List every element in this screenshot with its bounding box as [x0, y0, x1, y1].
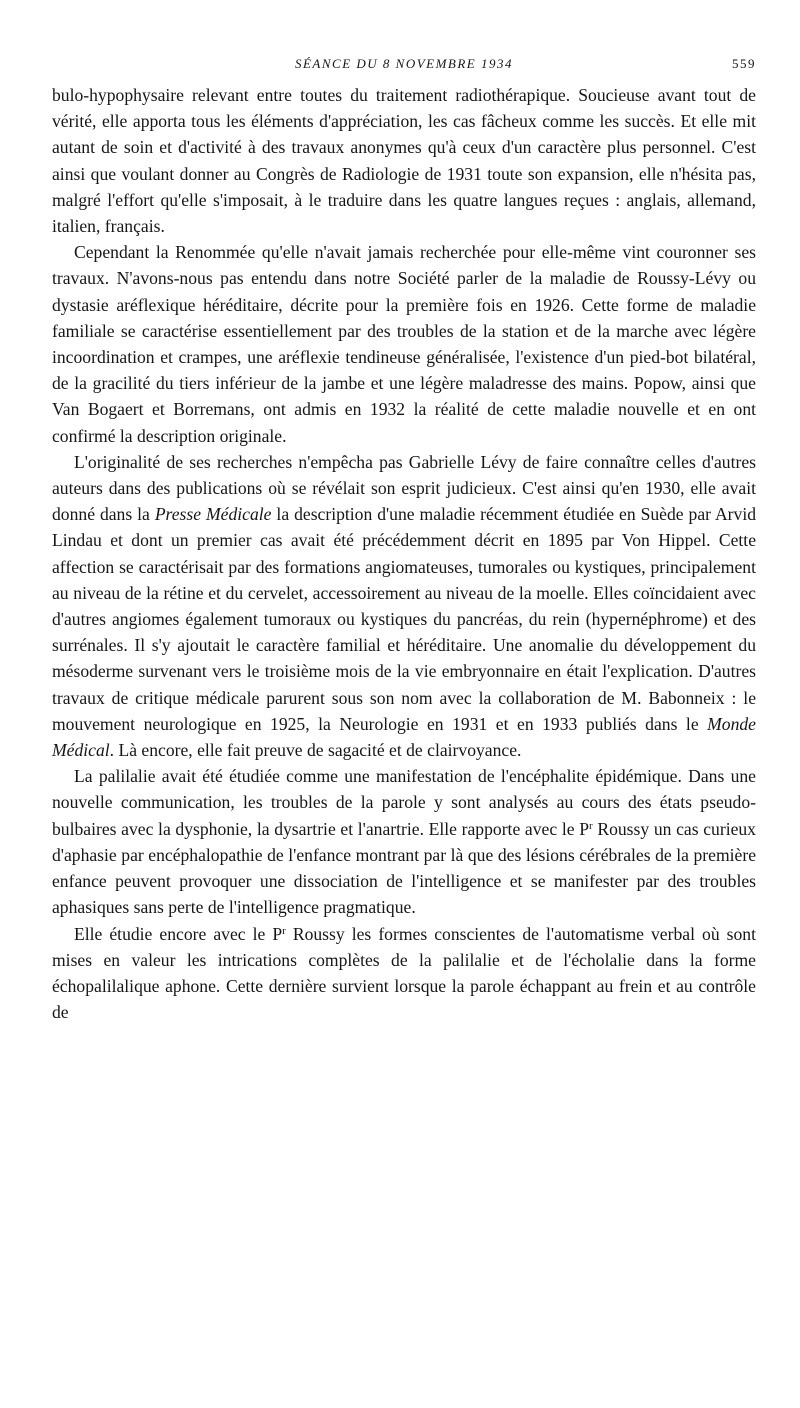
page [52, 56, 756, 1025]
superscript-r: r [282, 924, 286, 937]
page-number: 559 [732, 56, 756, 71]
paragraph-5-text-b: Roussy les formes conscientes de l'automatisme verbal où sont mises en valeur les intrications complètes de la palilalie et de l'écholalie dans la forme échopalilalique aphone. Cette dernière survient lorsque la parole échappant au frein et au contrôle de [52, 923, 756, 1023]
paragraph-3 [52, 449, 756, 763]
paragraph-5-text-a: Elle étudie encore avec le P [74, 923, 283, 944]
paragraph-3-text-a: L'originalité de ses recherches n'empêcha pas Gabrielle Lévy de faire connaître celles d'autres auteurs dans des publications où se révélait son esprit judicieux. C'est ainsi qu'en 1930, elle avait donné dans la [52, 451, 756, 525]
paragraph-4-text-a: La palilalie avait été étudiée comme une manifestation de l'encéphalite épidémique. Dans une nouvelle communication, les troubles de la parole y sont analysés au cours des états pseudo-bulbaires avec la dysphonie, la dysartrie et l'anartrie. Elle rapporte avec le P [52, 766, 756, 839]
paragraph-4-text-b: Roussy un cas curieux d'aphasie par encéphalopathie de l'enfance montrant par là que des lésions cérébrales de la première enfance peuvent provoquer une dissociation de l'intelligence et se manifester par des troubles aphasiques sans perte de l'intelligence pragmatique. [52, 818, 756, 918]
paragraph-2-text: Cependant la Renommée qu'elle n'avait jamais recherchée pour elle-même vint couronner ses travaux. N'avons-nous pas entendu dans notre Société parler de la maladie de Roussy-Lévy ou dystasie aréflexique héréditaire, décrite pour la première fois en 1926. Cette forme de maladie familiale se caractérise essentiellement par des troubles de la station et de la marche avec légère incoordination et crampes, une aréflexie tendineuse généralisée, l'existence d'un pied-bot bilatéral, de la gracilité du tiers inférieur de la jambe et une légère maladresse des mains. Popow, ainsi que Van Bogaert et Borremans, ont admis en 1932 la réalité de cette maladie nouvelle et en ont confirmé la description originale. [52, 242, 756, 446]
body-text [52, 82, 756, 1025]
running-title: SÉANCE DU 8 NOVEMBRE 1934 [294, 56, 514, 71]
paragraph-3-text-b: la description d'une maladie récemment étudiée en Suède par Arvid Lindau et dont un premier cas avait été précédemment décrit en 1895 par Von Hippel. Cette affection se caractérisait par des formations angiomateuses, tumorales ou kystiques, principalement au niveau de la rétine et du cervelet, accessoirement au niveau de la moelle. Elles coïncidaient avec d'autres angiomes également tumoraux ou kystiques du pancréas, du rein (hypernéphrome) et des surrénales. Il s'y ajoutait le caractère familial et héréditaire. Une anomalie du développement du mésoderme survenant vers le troisième mois de la vie embryonnaire en était l'explication. D'autres travaux de critique médicale parurent sous son nom avec la collaboration de M. Babonneix : le mouvement neurologique en 1925, la Neurologie en 1931 et en 1933 publiés dans le [52, 504, 757, 734]
running-head [52, 56, 756, 78]
journal-monde-medical: Monde Médical [52, 713, 756, 761]
paragraph-5 [52, 921, 756, 1026]
paragraph-1-text: bulo-hypophysaire relevant entre toutes du traitement radiothérapique. Soucieuse avant tout de vérité, elle apporta tous les éléments d'appréciation, les cas fâcheux comme les succès. Et elle mit autant de soin et d'activité à des travaux anonymes qu'à ceux d'un caractère plus personnel. C'est ainsi que voulant donner au Congrès de Radiologie de 1931 toute son expansion, elle n'hésita pas, malgré l'effort qu'elle s'imposait, à le traduire dans les quatre langues reçues : anglais, allemand, italien, français. [52, 85, 756, 237]
paragraph-2 [52, 239, 756, 449]
paragraph-1 [52, 82, 756, 239]
paragraph-4 [52, 763, 756, 920]
journal-presse-medicale: Presse Médicale [154, 504, 272, 525]
paragraph-3-text-c: . Là encore, elle fait preuve de sagacité et de clairvoyance. [109, 740, 522, 761]
superscript-r: r [588, 819, 593, 832]
